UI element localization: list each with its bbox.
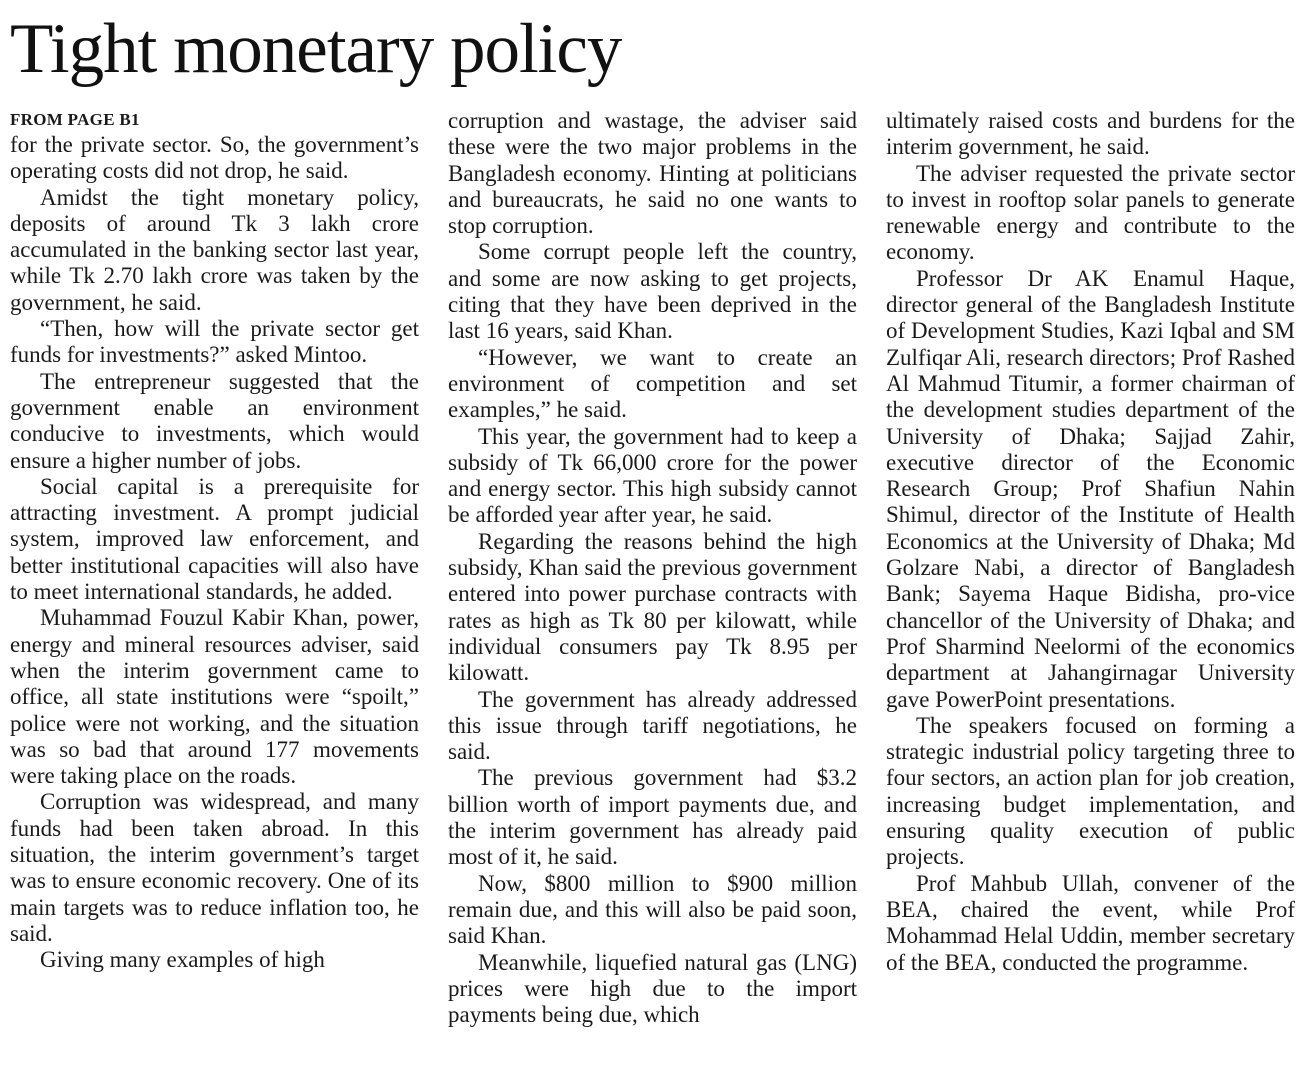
paragraph: Regarding the reasons behind the high subsidy, Khan said the previous government entered into power purchase contracts with rates as high as Tk 80 per kilowatt, while individual consumers pay Tk 8.95 per kilowatt. xyxy=(448,528,857,686)
paragraph: Amidst the tight monetary policy, deposits of around Tk 3 lakh crore accumulated in the banking sector last year, while Tk 2.70 lakh crore was taken by the government, he said. xyxy=(10,184,419,315)
paragraph: ultimately raised costs and burdens for the interim government, he said. xyxy=(886,108,1295,160)
paragraph: Social capital is a prerequisite for attracting investment. A prompt judicial system, improved law enforcement, and better institutional capacities will also have to meet international standards, he added. xyxy=(10,473,419,605)
column-2 xyxy=(448,108,857,1028)
paragraph: The speakers focused on forming a strategic industrial policy targeting three to four sectors, an action plan for job creation, increasing budget implementation, and ensuring quality execution of public projects. xyxy=(886,712,1295,870)
paragraph: Prof Mahbub Ullah, convener of the BEA, chaired the event, while Prof Mohammad Helal Uddin, member secretary of the BEA, conducted the programme. xyxy=(886,870,1295,975)
paragraph: This year, the government had to keep a subsidy of Tk 66,000 crore for the power and energy sector. This high subsidy cannot be afforded year after year, he said. xyxy=(448,423,857,528)
article-body xyxy=(10,108,1296,1028)
paragraph: Meanwhile, liquefied natural gas (LNG) prices were high due to the import payments being due, which xyxy=(448,949,857,1028)
paragraph: The entrepreneur suggested that the government enable an environment conducive to investments, which would ensure a higher number of jobs. xyxy=(10,368,419,473)
paragraph: Muhammad Fouzul Kabir Khan, power, energy and mineral resources adviser, said when the interim government came to office, all state institutions were “spoilt,” police were not working, and the situation was so bad that around 177 movements were taking place on the roads. xyxy=(10,605,419,789)
column-3 xyxy=(886,108,1295,1028)
paragraph: The previous government had $3.2 billion worth of import payments due, and the interim government has already paid most of it, he said. xyxy=(448,765,857,870)
paragraph: “Then, how will the private sector get funds for investments?” asked Mintoo. xyxy=(10,316,419,368)
paragraph: “However, we want to create an environment of competition and set examples,” he said. xyxy=(448,344,857,423)
headline: Tight monetary policy xyxy=(10,10,622,88)
paragraph: The adviser requested the private sector to invest in rooftop solar panels to generate renewable energy and contribute to the economy. xyxy=(886,160,1295,265)
paragraph: Professor Dr AK Enamul Haque, director general of the Bangladesh Institute of Development Studies, Kazi Iqbal and SM Zulfiqar Ali, research directors; Prof Rashed Al Mahmud Titumir, a former chairman of the development studies department of the University of Dhaka; Sajjad Zahir, executive director of the Economic Research Group; Prof Shafiun Nahin Shimul, director of the Institute of Health Economics at the University of Dhaka; Md Golzare Nabi, a director of Bangladesh Bank; Sayema Haque Bidisha, pro-vice chancellor of the University of Dhaka; and Prof Sharmind Neelormi of the economics department at Jahangirnagar University gave PowerPoint presentations. xyxy=(886,265,1295,712)
paragraph: Now, $800 million to $900 million remain due, and this will also be paid soon, said Khan. xyxy=(448,870,857,949)
paragraph: Some corrupt people left the country, and some are now asking to get projects, citing that they have been deprived in the last 16 years, said Khan. xyxy=(448,239,857,344)
continuation-kicker: FROM PAGE B1 xyxy=(10,110,140,129)
paragraph: for the private sector. So, the government’s operating costs did not drop, he said. xyxy=(10,132,419,184)
paragraph: corruption and wastage, the adviser said these were the two major problems in the Bangladesh economy. Hinting at politicians and bureaucrats, he said no one wants to stop corruption. xyxy=(448,108,857,239)
paragraph: The government has already addressed this issue through tariff negotiations, he said. xyxy=(448,686,857,765)
paragraph: Corruption was widespread, and many funds had been taken abroad. In this situation, the interim government’s target was to ensure economic recovery. One of its main targets was to reduce inflation too, he said. xyxy=(10,789,419,946)
column-1 xyxy=(10,108,419,1028)
paragraph: Giving many examples of high xyxy=(40,947,325,973)
